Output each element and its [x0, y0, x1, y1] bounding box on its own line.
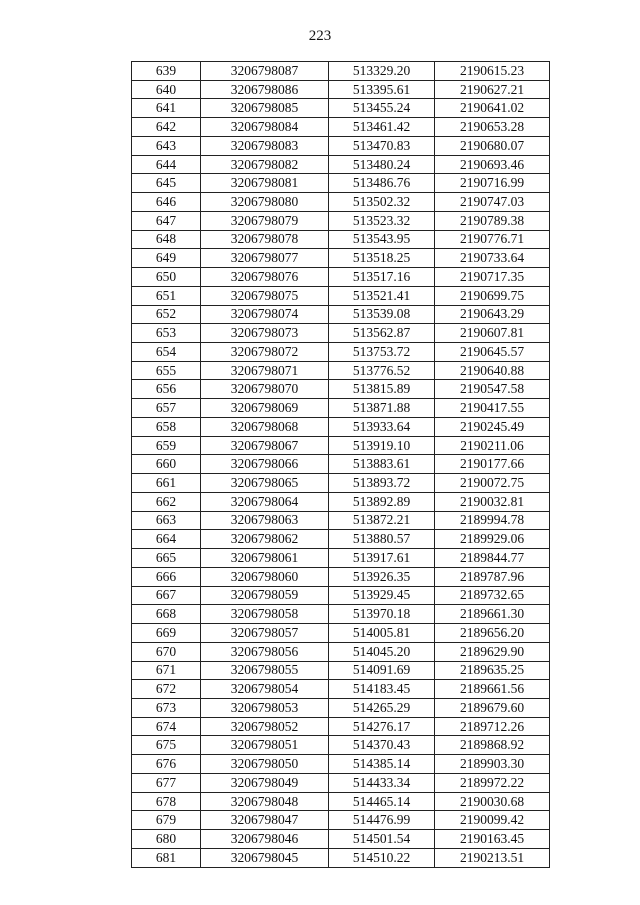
- x-coordinate-cell: 513329.20: [329, 62, 435, 81]
- table-row: [132, 792, 550, 811]
- row-number-cell: 666: [132, 567, 201, 586]
- row-number-cell: 680: [132, 830, 201, 849]
- x-coordinate-cell: 514005.81: [329, 624, 435, 643]
- y-coordinate-cell: 2189844.77: [435, 549, 550, 568]
- point-id-cell: 3206798050: [201, 755, 329, 774]
- table-row: [132, 80, 550, 99]
- y-coordinate-cell: 2190693.46: [435, 155, 550, 174]
- point-id-cell: 3206798071: [201, 361, 329, 380]
- point-id-cell: 3206798059: [201, 586, 329, 605]
- row-number-cell: 646: [132, 193, 201, 212]
- y-coordinate-cell: 2189868.92: [435, 736, 550, 755]
- row-number-cell: 657: [132, 399, 201, 418]
- point-id-cell: 3206798061: [201, 549, 329, 568]
- row-number-cell: 679: [132, 811, 201, 830]
- table-row: [132, 848, 550, 867]
- table-row: [132, 380, 550, 399]
- table-row: [132, 511, 550, 530]
- row-number-cell: 669: [132, 624, 201, 643]
- y-coordinate-cell: 2190211.06: [435, 436, 550, 455]
- y-coordinate-cell: 2189656.20: [435, 624, 550, 643]
- row-number-cell: 658: [132, 417, 201, 436]
- table-row: [132, 193, 550, 212]
- row-number-cell: 671: [132, 661, 201, 680]
- point-id-cell: 3206798077: [201, 249, 329, 268]
- y-coordinate-cell: 2190245.49: [435, 417, 550, 436]
- x-coordinate-cell: 513486.76: [329, 174, 435, 193]
- x-coordinate-cell: 514433.34: [329, 773, 435, 792]
- x-coordinate-cell: 514370.43: [329, 736, 435, 755]
- row-number-cell: 659: [132, 436, 201, 455]
- row-number-cell: 662: [132, 492, 201, 511]
- table-row: [132, 268, 550, 287]
- x-coordinate-cell: 513395.61: [329, 80, 435, 99]
- x-coordinate-cell: 513926.35: [329, 567, 435, 586]
- x-coordinate-cell: 513883.61: [329, 455, 435, 474]
- point-id-cell: 3206798046: [201, 830, 329, 849]
- table-row: [132, 624, 550, 643]
- x-coordinate-cell: 513872.21: [329, 511, 435, 530]
- x-coordinate-cell: 513521.41: [329, 286, 435, 305]
- row-number-cell: 672: [132, 680, 201, 699]
- y-coordinate-cell: 2189679.60: [435, 698, 550, 717]
- point-id-cell: 3206798076: [201, 268, 329, 287]
- y-coordinate-cell: 2189661.56: [435, 680, 550, 699]
- x-coordinate-cell: 514476.99: [329, 811, 435, 830]
- y-coordinate-cell: 2189994.78: [435, 511, 550, 530]
- x-coordinate-cell: 513776.52: [329, 361, 435, 380]
- x-coordinate-cell: 513933.64: [329, 417, 435, 436]
- y-coordinate-cell: 2190776.71: [435, 230, 550, 249]
- row-number-cell: 676: [132, 755, 201, 774]
- row-number-cell: 645: [132, 174, 201, 193]
- table-row: [132, 230, 550, 249]
- point-id-cell: 3206798052: [201, 717, 329, 736]
- row-number-cell: 651: [132, 286, 201, 305]
- y-coordinate-cell: 2189635.25: [435, 661, 550, 680]
- row-number-cell: 678: [132, 792, 201, 811]
- point-id-cell: 3206798069: [201, 399, 329, 418]
- table-row: [132, 549, 550, 568]
- point-id-cell: 3206798079: [201, 211, 329, 230]
- point-id-cell: 3206798083: [201, 136, 329, 155]
- point-id-cell: 3206798070: [201, 380, 329, 399]
- table-row: [132, 249, 550, 268]
- table-row: [132, 286, 550, 305]
- table-row: [132, 417, 550, 436]
- y-coordinate-cell: 2190177.66: [435, 455, 550, 474]
- x-coordinate-cell: 513480.24: [329, 155, 435, 174]
- table-row: [132, 773, 550, 792]
- y-coordinate-cell: 2190716.99: [435, 174, 550, 193]
- y-coordinate-cell: 2190213.51: [435, 848, 550, 867]
- coordinates-table-body: [132, 62, 550, 868]
- row-number-cell: 668: [132, 605, 201, 624]
- table-row: [132, 324, 550, 343]
- row-number-cell: 665: [132, 549, 201, 568]
- y-coordinate-cell: 2190615.23: [435, 62, 550, 81]
- x-coordinate-cell: 513523.32: [329, 211, 435, 230]
- y-coordinate-cell: 2190032.81: [435, 492, 550, 511]
- point-id-cell: 3206798086: [201, 80, 329, 99]
- row-number-cell: 654: [132, 343, 201, 362]
- table-row: [132, 305, 550, 324]
- y-coordinate-cell: 2189712.26: [435, 717, 550, 736]
- y-coordinate-cell: 2190641.02: [435, 99, 550, 118]
- row-number-cell: 650: [132, 268, 201, 287]
- point-id-cell: 3206798063: [201, 511, 329, 530]
- y-coordinate-cell: 2190733.64: [435, 249, 550, 268]
- table-row: [132, 118, 550, 137]
- row-number-cell: 670: [132, 642, 201, 661]
- point-id-cell: 3206798078: [201, 230, 329, 249]
- x-coordinate-cell: 514501.54: [329, 830, 435, 849]
- y-coordinate-cell: 2190640.88: [435, 361, 550, 380]
- table-row: [132, 586, 550, 605]
- table-row: [132, 474, 550, 493]
- point-id-cell: 3206798087: [201, 62, 329, 81]
- table-row: [132, 136, 550, 155]
- point-id-cell: 3206798064: [201, 492, 329, 511]
- table-row: [132, 642, 550, 661]
- row-number-cell: 652: [132, 305, 201, 324]
- y-coordinate-cell: 2189787.96: [435, 567, 550, 586]
- x-coordinate-cell: 514091.69: [329, 661, 435, 680]
- table-row: [132, 155, 550, 174]
- x-coordinate-cell: 513893.72: [329, 474, 435, 493]
- table-row: [132, 530, 550, 549]
- row-number-cell: 677: [132, 773, 201, 792]
- table-row: [132, 211, 550, 230]
- point-id-cell: 3206798080: [201, 193, 329, 212]
- y-coordinate-cell: 2190643.29: [435, 305, 550, 324]
- row-number-cell: 656: [132, 380, 201, 399]
- x-coordinate-cell: 514510.22: [329, 848, 435, 867]
- x-coordinate-cell: 514265.29: [329, 698, 435, 717]
- x-coordinate-cell: 513543.95: [329, 230, 435, 249]
- row-number-cell: 673: [132, 698, 201, 717]
- point-id-cell: 3206798085: [201, 99, 329, 118]
- row-number-cell: 649: [132, 249, 201, 268]
- x-coordinate-cell: 513880.57: [329, 530, 435, 549]
- table-row: [132, 811, 550, 830]
- x-coordinate-cell: 514045.20: [329, 642, 435, 661]
- table-row: [132, 174, 550, 193]
- y-coordinate-cell: 2190653.28: [435, 118, 550, 137]
- point-id-cell: 3206798051: [201, 736, 329, 755]
- y-coordinate-cell: 2190417.55: [435, 399, 550, 418]
- row-number-cell: 642: [132, 118, 201, 137]
- table-row: [132, 605, 550, 624]
- table-row: [132, 717, 550, 736]
- x-coordinate-cell: 514276.17: [329, 717, 435, 736]
- row-number-cell: 640: [132, 80, 201, 99]
- point-id-cell: 3206798082: [201, 155, 329, 174]
- x-coordinate-cell: 513502.32: [329, 193, 435, 212]
- y-coordinate-cell: 2190030.68: [435, 792, 550, 811]
- x-coordinate-cell: 514465.14: [329, 792, 435, 811]
- x-coordinate-cell: 513518.25: [329, 249, 435, 268]
- row-number-cell: 674: [132, 717, 201, 736]
- row-number-cell: 675: [132, 736, 201, 755]
- table-row: [132, 455, 550, 474]
- x-coordinate-cell: 513917.61: [329, 549, 435, 568]
- y-coordinate-cell: 2190747.03: [435, 193, 550, 212]
- row-number-cell: 653: [132, 324, 201, 343]
- y-coordinate-cell: 2190607.81: [435, 324, 550, 343]
- table-row: [132, 436, 550, 455]
- y-coordinate-cell: 2189732.65: [435, 586, 550, 605]
- y-coordinate-cell: 2190627.21: [435, 80, 550, 99]
- y-coordinate-cell: 2190072.75: [435, 474, 550, 493]
- x-coordinate-cell: 514385.14: [329, 755, 435, 774]
- point-id-cell: 3206798068: [201, 417, 329, 436]
- point-id-cell: 3206798084: [201, 118, 329, 137]
- y-coordinate-cell: 2189972.22: [435, 773, 550, 792]
- point-id-cell: 3206798073: [201, 324, 329, 343]
- table-row: [132, 680, 550, 699]
- coordinates-table: [131, 61, 550, 868]
- point-id-cell: 3206798045: [201, 848, 329, 867]
- table-row: [132, 736, 550, 755]
- row-number-cell: 648: [132, 230, 201, 249]
- point-id-cell: 3206798062: [201, 530, 329, 549]
- point-id-cell: 3206798057: [201, 624, 329, 643]
- point-id-cell: 3206798081: [201, 174, 329, 193]
- row-number-cell: 639: [132, 62, 201, 81]
- point-id-cell: 3206798048: [201, 792, 329, 811]
- x-coordinate-cell: 513871.88: [329, 399, 435, 418]
- row-number-cell: 664: [132, 530, 201, 549]
- y-coordinate-cell: 2189929.06: [435, 530, 550, 549]
- row-number-cell: 660: [132, 455, 201, 474]
- row-number-cell: 655: [132, 361, 201, 380]
- y-coordinate-cell: 2190680.07: [435, 136, 550, 155]
- row-number-cell: 681: [132, 848, 201, 867]
- table-row: [132, 567, 550, 586]
- x-coordinate-cell: 513562.87: [329, 324, 435, 343]
- y-coordinate-cell: 2189661.30: [435, 605, 550, 624]
- table-row: [132, 830, 550, 849]
- x-coordinate-cell: 513929.45: [329, 586, 435, 605]
- table-row: [132, 62, 550, 81]
- point-id-cell: 3206798058: [201, 605, 329, 624]
- point-id-cell: 3206798060: [201, 567, 329, 586]
- x-coordinate-cell: 513517.16: [329, 268, 435, 287]
- point-id-cell: 3206798055: [201, 661, 329, 680]
- y-coordinate-cell: 2190099.42: [435, 811, 550, 830]
- y-coordinate-cell: 2190789.38: [435, 211, 550, 230]
- x-coordinate-cell: 514183.45: [329, 680, 435, 699]
- y-coordinate-cell: 2190645.57: [435, 343, 550, 362]
- table-row: [132, 99, 550, 118]
- row-number-cell: 643: [132, 136, 201, 155]
- row-number-cell: 667: [132, 586, 201, 605]
- row-number-cell: 663: [132, 511, 201, 530]
- table-row: [132, 361, 550, 380]
- point-id-cell: 3206798053: [201, 698, 329, 717]
- y-coordinate-cell: 2189903.30: [435, 755, 550, 774]
- point-id-cell: 3206798067: [201, 436, 329, 455]
- point-id-cell: 3206798065: [201, 474, 329, 493]
- table-row: [132, 399, 550, 418]
- point-id-cell: 3206798074: [201, 305, 329, 324]
- y-coordinate-cell: 2190163.45: [435, 830, 550, 849]
- point-id-cell: 3206798054: [201, 680, 329, 699]
- table-row: [132, 661, 550, 680]
- point-id-cell: 3206798056: [201, 642, 329, 661]
- point-id-cell: 3206798049: [201, 773, 329, 792]
- table-row: [132, 343, 550, 362]
- x-coordinate-cell: 513892.89: [329, 492, 435, 511]
- row-number-cell: 661: [132, 474, 201, 493]
- x-coordinate-cell: 513919.10: [329, 436, 435, 455]
- y-coordinate-cell: 2190699.75: [435, 286, 550, 305]
- x-coordinate-cell: 513539.08: [329, 305, 435, 324]
- row-number-cell: 641: [132, 99, 201, 118]
- point-id-cell: 3206798072: [201, 343, 329, 362]
- x-coordinate-cell: 513753.72: [329, 343, 435, 362]
- x-coordinate-cell: 513970.18: [329, 605, 435, 624]
- row-number-cell: 647: [132, 211, 201, 230]
- point-id-cell: 3206798075: [201, 286, 329, 305]
- table-row: [132, 698, 550, 717]
- page-number: 223: [308, 28, 332, 44]
- x-coordinate-cell: 513815.89: [329, 380, 435, 399]
- y-coordinate-cell: 2190547.58: [435, 380, 550, 399]
- point-id-cell: 3206798047: [201, 811, 329, 830]
- point-id-cell: 3206798066: [201, 455, 329, 474]
- row-number-cell: 644: [132, 155, 201, 174]
- y-coordinate-cell: 2190717.35: [435, 268, 550, 287]
- table-row: [132, 755, 550, 774]
- x-coordinate-cell: 513470.83: [329, 136, 435, 155]
- x-coordinate-cell: 513461.42: [329, 118, 435, 137]
- table-row: [132, 492, 550, 511]
- x-coordinate-cell: 513455.24: [329, 99, 435, 118]
- y-coordinate-cell: 2189629.90: [435, 642, 550, 661]
